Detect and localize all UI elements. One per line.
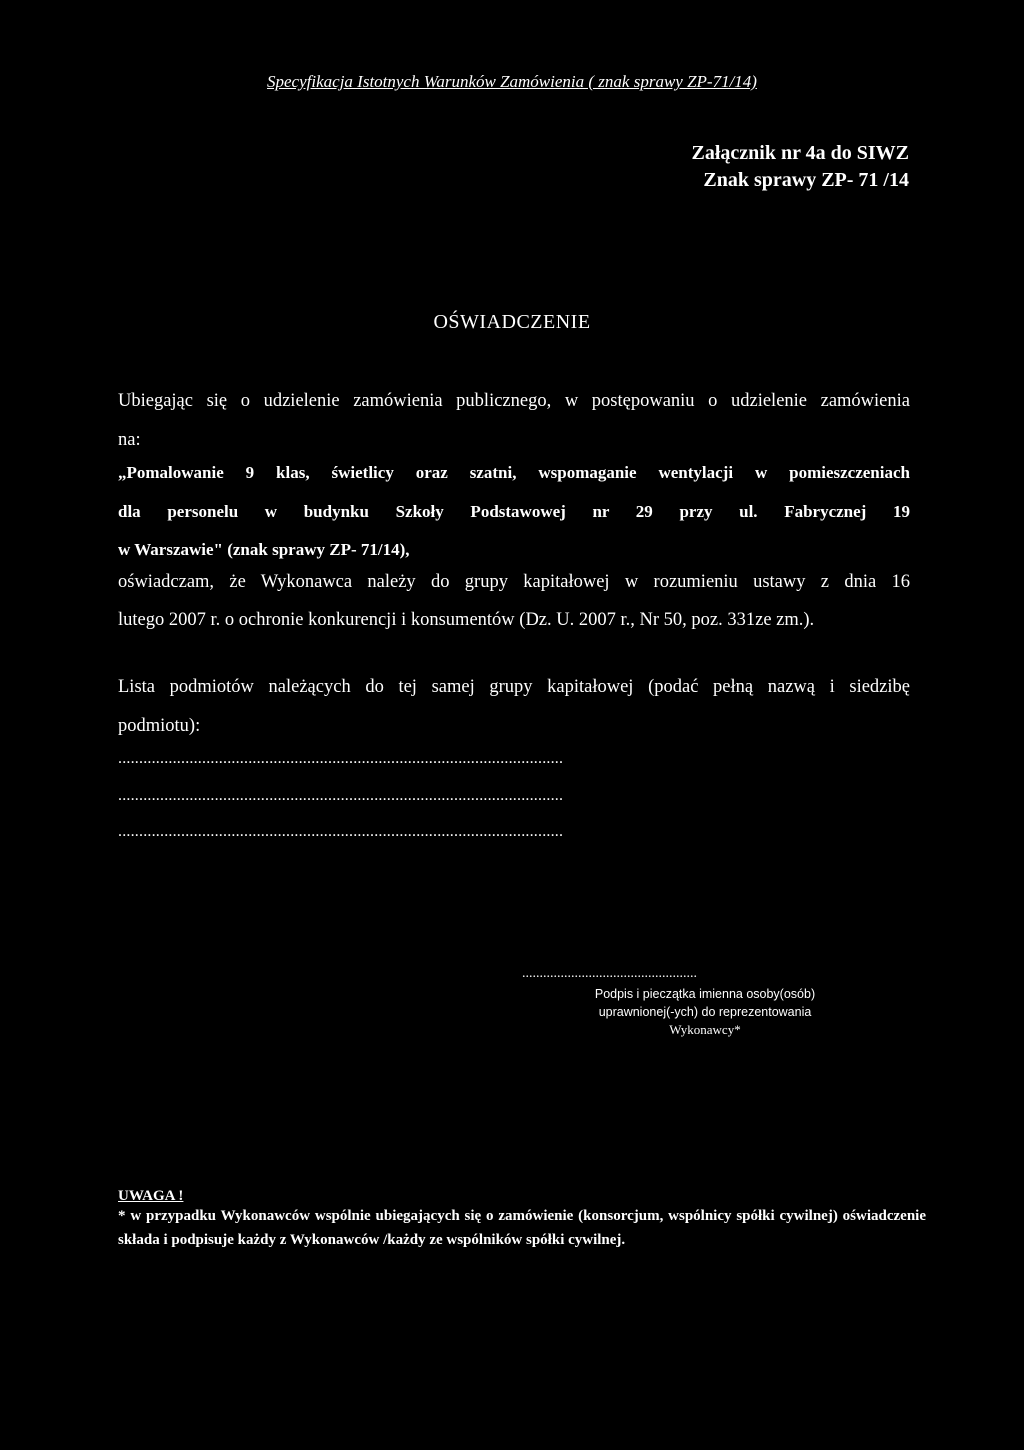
signature-caption-line-3: Wykonawcy* xyxy=(669,1022,741,1037)
annex-number: Załącznik nr 4a do SIWZ xyxy=(691,142,909,164)
subject-line-2: dla personelu w budynku Szkoły Podstawowej nr 29 przy ul. Fabrycznej 19 xyxy=(118,502,910,521)
declaration-line-1: oświadczam, że Wykonawca należy do grupy kapitałowej w rozumieniu ustawy z dnia 16 xyxy=(118,572,910,592)
intro-line-1: Ubiegając się o udzielenie zamówienia publicznego, w postępowaniu o udzielenie zamówienia xyxy=(118,391,910,411)
list-instruction-line-2: podmiotu): xyxy=(118,716,201,736)
case-reference: Znak sprawy ZP- 71 /14 xyxy=(703,169,909,191)
document-title: OŚWIADCZENIE xyxy=(433,311,591,333)
signature-caption xyxy=(560,985,850,1039)
fill-line-1: .......................................................................................................... xyxy=(118,750,564,767)
signature-caption-line-1: Podpis i pieczątka imienna osoby(osób) xyxy=(594,987,816,1001)
intro-line-2: na: xyxy=(118,430,141,450)
signature-caption-line-2: uprawnionej(-ych) do reprezentowania xyxy=(598,1005,812,1019)
annex-block xyxy=(692,140,909,194)
note-label: UWAGA ! xyxy=(118,1188,184,1204)
declaration-line-2: lutego 2007 r. o ochronie konkurencji i konsumentów (Dz. U. 2007 r., Nr 50, poz. 331ze zm.). xyxy=(118,610,815,630)
list-instruction-line-1: Lista podmiotów należących do tej samej grupy kapitałowej (podać pełną nazwą i siedzibę xyxy=(118,677,910,697)
signature-line: .................................................. xyxy=(522,966,697,981)
subject-line-1: „Pomalowanie 9 klas, świetlicy oraz szatni, wspomaganie wentylacji w pomieszczeniach xyxy=(118,463,910,482)
subject-line-3: w Warszawie" (znak sprawy ZP- 71/14), xyxy=(118,540,410,559)
fill-line-3: .......................................................................................................... xyxy=(118,823,564,840)
note-text: * w przypadku Wykonawców wspólnie ubiegających się o zamówienie (konsorcjum, wspólnicy spółki cywilnej) oświadczenie składa i podpisuje każdy z Wykonawców /każdy ze wspólników spółki cywilnej. xyxy=(118,1208,926,1248)
fill-line-2: .......................................................................................................... xyxy=(118,787,564,804)
specification-header: Specyfikacja Istotnych Warunków Zamówienia ( znak sprawy ZP-71/14) xyxy=(267,72,757,91)
